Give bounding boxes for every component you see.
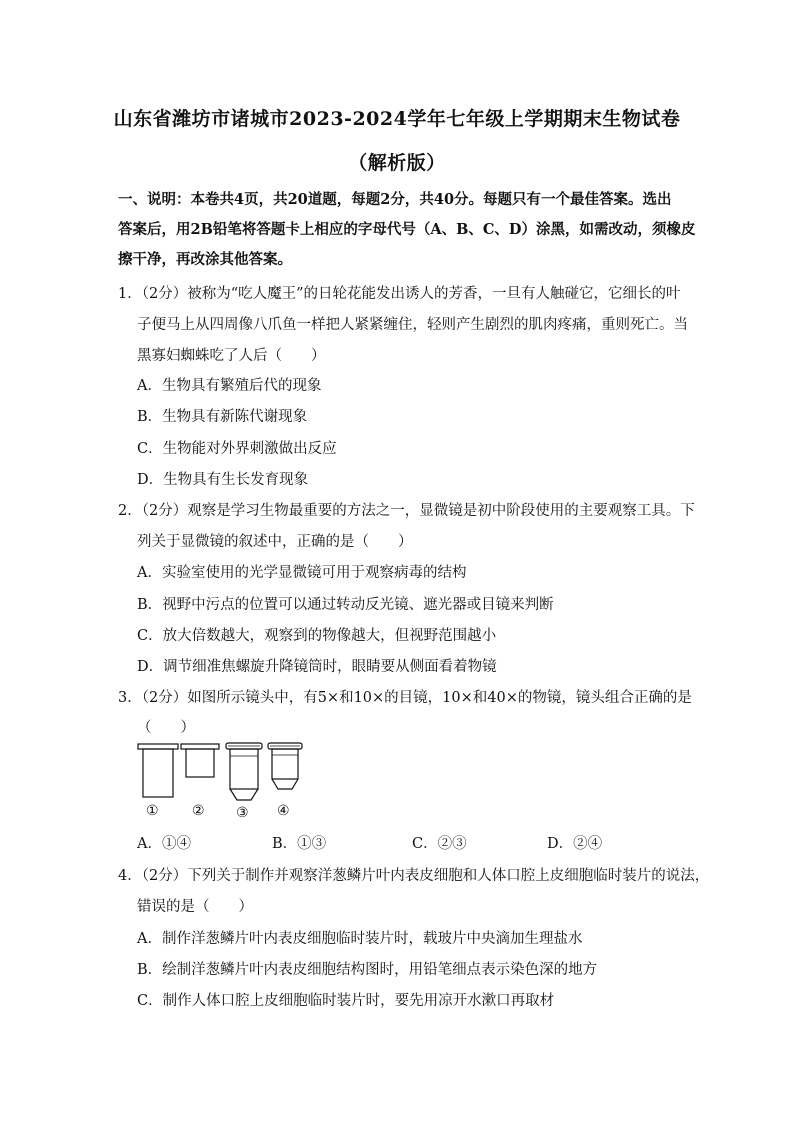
question-1-option-c[interactable]: C．生物能对外界刺激做出反应 <box>137 441 337 457</box>
question-3-stem: 3．（2分）如图所示镜头中，有5×和10×的目镜，10×和40×的物镜，镜头组合正确的是 <box>118 690 692 706</box>
question-2-stem: 列关于显微镜的叙述中，正确的是（ ） <box>137 534 413 550</box>
eyepiece-long-icon <box>138 744 178 797</box>
question-1-option-d[interactable]: D．生物具有生长发育现象 <box>137 472 309 488</box>
objective-long-icon <box>226 743 262 800</box>
question-3-option-a[interactable]: A．①④ <box>137 836 191 852</box>
question-3-stem: （ ） <box>137 720 195 736</box>
question-3-option-d[interactable]: D．②④ <box>547 836 603 852</box>
instructions-line: 答案后，用2B铅笔将答题卡上相应的字母代号（A、B、C、D）涂黑，如需改动，须橡皮 <box>118 221 696 238</box>
lens-label-3: ③ <box>236 805 249 821</box>
question-3-option-c[interactable]: C．②③ <box>412 836 467 852</box>
question-2-option-d[interactable]: D．调节细准焦螺旋升降镜筒时，眼睛要从侧面看着物镜 <box>137 659 497 675</box>
question-2-option-c[interactable]: C．放大倍数越大，观察到的物像越大，但视野范围越小 <box>137 628 497 644</box>
instructions-line: 一、说明：本卷共4页，共20道题，每题2分，共40分。每题只有一个最佳答案。选出 <box>118 191 672 208</box>
question-4-option-a[interactable]: A．制作洋葱鳞片叶内表皮细胞临时装片时，载玻片中央滴加生理盐水 <box>137 931 583 947</box>
question-2-option-b[interactable]: B．视野中污点的位置可以通过转动反光镜、遮光器或目镜来判断 <box>137 597 554 613</box>
lens-label-1: ① <box>146 803 159 819</box>
question-1-stem: 黑寡妇蜘蛛吃了人后（ ） <box>137 348 326 364</box>
question-3-option-b[interactable]: B．①③ <box>272 836 327 852</box>
question-1-stem: 1．（2分）被称为“吃人魔王”的日轮花能发出诱人的芳香，一旦有人触碰它，它细长的叶 <box>118 286 681 302</box>
question-2-option-a[interactable]: A．实验室使用的光学显微镜可用于观察病毒的结构 <box>137 565 467 581</box>
question-4-stem: 4．（2分）下列关于制作并观察洋葱鳞片叶内表皮细胞和人体口腔上皮细胞临时装片的说法， <box>118 868 710 884</box>
exam-subtitle: （解析版） <box>348 152 446 174</box>
lens-label-2: ② <box>192 803 205 819</box>
question-1-option-a[interactable]: A．生物具有繁殖后代的现象 <box>137 378 322 394</box>
eyepiece-short-icon <box>181 744 219 777</box>
instructions-line: 擦干净，再改涂其他答案。 <box>118 251 292 268</box>
objective-short-icon <box>268 743 302 789</box>
lens-label-4: ④ <box>277 803 290 819</box>
question-2-stem: 2．（2分）观察是学习生物最重要的方法之一，显微镜是初中阶段使用的主要观察工具。下 <box>118 503 695 519</box>
question-1-stem: 子便马上从四周像八爪鱼一样把人紧紧缠住，轻则产生剧烈的肌肉疼痛，重则死亡。当 <box>137 317 688 333</box>
question-4-stem: 错误的是（ ） <box>137 899 253 915</box>
exam-title: 山东省潍坊市诸城市2023-2024学年七年级上学期期末生物试卷 <box>113 108 681 130</box>
question-1-option-b[interactable]: B．生物具有新陈代谢现象 <box>137 409 308 425</box>
question-4-option-b[interactable]: B．绘制洋葱鳞片叶内表皮细胞结构图时，用铅笔细点表示染色深的地方 <box>137 962 598 978</box>
question-4-option-c[interactable]: C．制作人体口腔上皮细胞临时装片时，要先用凉开水漱口再取材 <box>137 993 555 1009</box>
